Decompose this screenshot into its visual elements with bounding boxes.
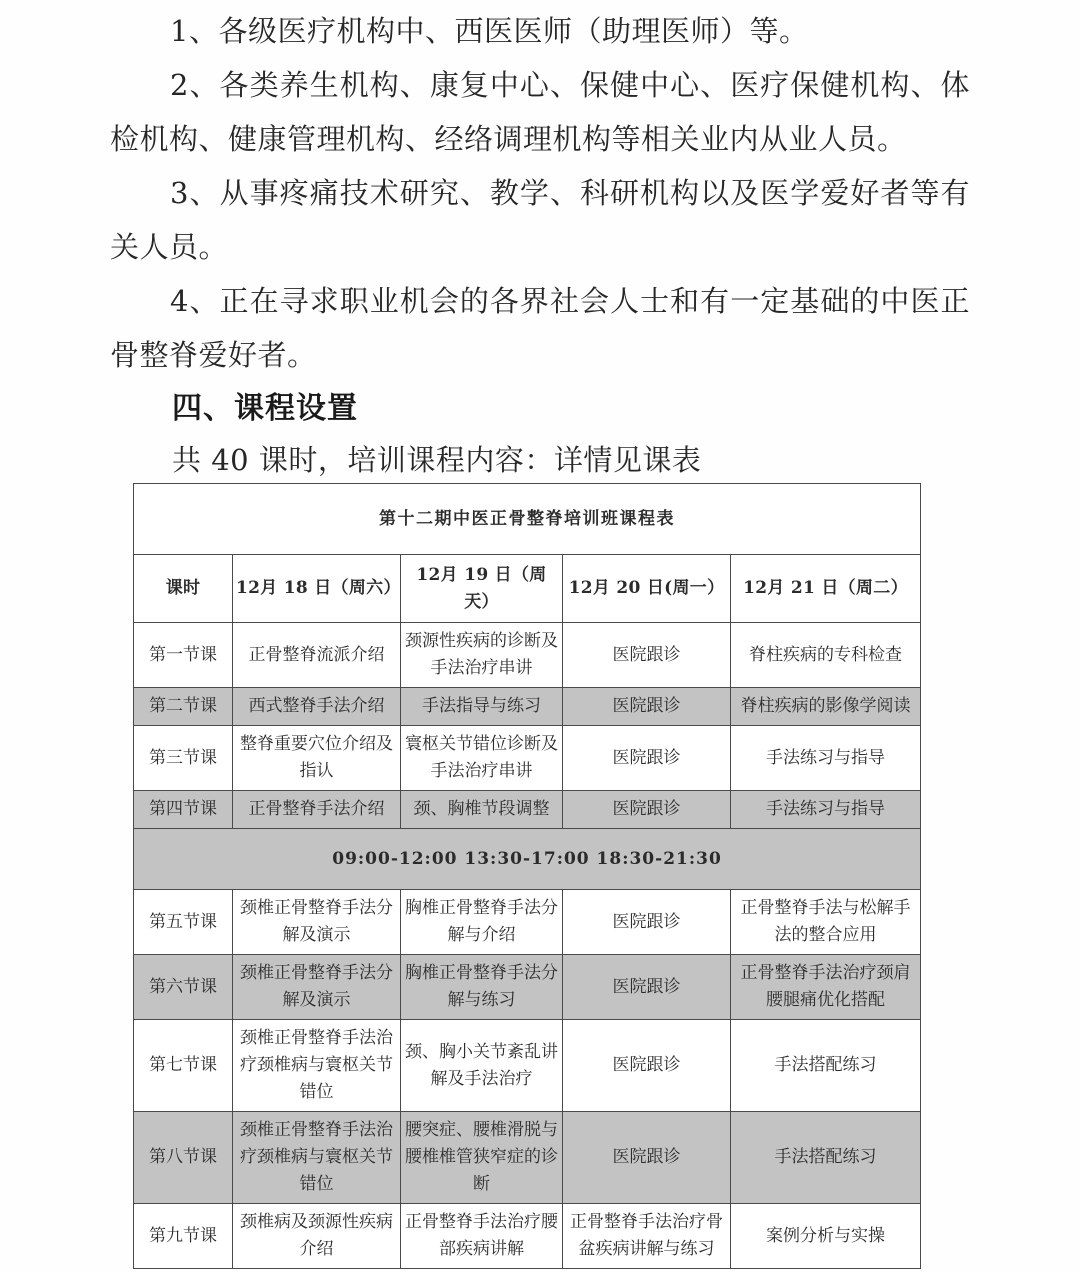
- row-day-3: 医院跟诊: [563, 1112, 731, 1204]
- row-day-4: 手法搭配练习: [731, 1020, 921, 1112]
- row-period: 第五节课: [134, 890, 233, 955]
- header-day-4: 12月 21 日（周二）: [731, 555, 921, 623]
- table-row: [134, 1204, 921, 1269]
- row-period: 第七节课: [134, 1020, 233, 1112]
- time-row: [134, 829, 921, 890]
- row-day-2: 颈、胸椎节段调整: [401, 791, 563, 829]
- row-day-1: 正骨整脊手法介绍: [233, 791, 401, 829]
- row-day-1: 正骨整脊流派介绍: [233, 623, 401, 688]
- row-day-3: 医院跟诊: [563, 623, 731, 688]
- row-day-4: 手法练习与指导: [731, 726, 921, 791]
- class-time-range: 09:00-12:00 13:30-17:00 18:30-21:30: [134, 829, 921, 890]
- row-day-1: 颈椎病及颈源性疾病介绍: [233, 1204, 401, 1269]
- row-period: 第八节课: [134, 1112, 233, 1204]
- table-row: [134, 791, 921, 829]
- table-row: [134, 1112, 921, 1204]
- row-day-3: 正骨整脊手法治疗骨盆疾病讲解与练习: [563, 1204, 731, 1269]
- row-day-4: 正骨整脊手法与松解手法的整合应用: [731, 890, 921, 955]
- row-period: 第一节课: [134, 623, 233, 688]
- row-day-4: 正骨整脊手法治疗颈肩腰腿痛优化搭配: [731, 955, 921, 1020]
- table-row: [134, 623, 921, 688]
- header-day-1: 12月 18 日（周六）: [233, 555, 401, 623]
- table-row: [134, 890, 921, 955]
- row-day-3: 医院跟诊: [563, 1020, 731, 1112]
- row-day-3: 医院跟诊: [563, 791, 731, 829]
- row-day-3: 医院跟诊: [563, 726, 731, 791]
- paragraph-1: 1、各级医疗机构中、西医医师（助理医师）等。: [170, 14, 809, 48]
- row-day-3: 医院跟诊: [563, 955, 731, 1020]
- row-day-2: 手法指导与练习: [401, 688, 563, 726]
- row-day-2: 正骨整脊手法治疗腰部疾病讲解: [401, 1204, 563, 1269]
- row-day-2: 胸椎正骨整脊手法分解与介绍: [401, 890, 563, 955]
- row-day-4: 脊柱疾病的影像学阅读: [731, 688, 921, 726]
- row-day-1: 颈椎正骨整脊手法分解及演示: [233, 890, 401, 955]
- paragraph-4: 4、正在寻求职业机会的各界社会人士和有一定基础的中医正骨整脊爱好者。: [110, 284, 970, 372]
- table-row: [134, 688, 921, 726]
- row-day-4: 案例分析与实操: [731, 1204, 921, 1269]
- table-row: [134, 1020, 921, 1112]
- row-day-4: 脊柱疾病的专科检查: [731, 623, 921, 688]
- row-period: 第二节课: [134, 688, 233, 726]
- header-period: 课时: [134, 555, 233, 623]
- row-day-2: 颈、胸小关节紊乱讲解及手法治疗: [401, 1020, 563, 1112]
- table-header-row: [134, 555, 921, 623]
- table-row: [134, 726, 921, 791]
- paragraph-2: 2、各类养生机构、康复中心、保健中心、医疗保健机构、体检机构、健康管理机构、经络调理机构等相关业内从业人员。: [110, 68, 970, 156]
- row-period: 第四节课: [134, 791, 233, 829]
- row-day-3: 医院跟诊: [563, 890, 731, 955]
- course-hours-line: 共 40 课时，培训课程内容：详情见课表: [172, 443, 702, 477]
- row-day-1: 颈椎正骨整脊手法治疗颈椎病与寰枢关节错位: [233, 1112, 401, 1204]
- row-day-1: 整脊重要穴位介绍及指认: [233, 726, 401, 791]
- body-text-block: [110, 4, 970, 382]
- row-day-2: 寰枢关节错位诊断及手法治疗串讲: [401, 726, 563, 791]
- paragraph-3: 3、从事疼痛技术研究、教学、科研机构以及医学爱好者等有关人员。: [110, 176, 970, 264]
- row-period: 第六节课: [134, 955, 233, 1020]
- row-day-2: 胸椎正骨整脊手法分解与练习: [401, 955, 563, 1020]
- row-day-1: 颈椎正骨整脊手法分解及演示: [233, 955, 401, 1020]
- schedule-table-container: [133, 483, 920, 1269]
- table-title: 第十二期中医正骨整脊培训班课程表: [134, 484, 921, 555]
- row-day-3: 医院跟诊: [563, 688, 731, 726]
- row-day-1: 西式整脊手法介绍: [233, 688, 401, 726]
- row-period: 第九节课: [134, 1204, 233, 1269]
- row-day-2: 颈源性疾病的诊断及手法治疗串讲: [401, 623, 563, 688]
- row-day-1: 颈椎正骨整脊手法治疗颈椎病与寰枢关节错位: [233, 1020, 401, 1112]
- header-day-2: 12月 19 日（周天）: [401, 555, 563, 623]
- section-heading: 四、课程设置: [172, 391, 358, 426]
- table-row: [134, 955, 921, 1020]
- row-day-4: 手法搭配练习: [731, 1112, 921, 1204]
- row-day-4: 手法练习与指导: [731, 791, 921, 829]
- header-day-3: 12月 20 日(周一）: [563, 555, 731, 623]
- row-day-2: 腰突症、腰椎滑脱与腰椎椎管狭窄症的诊断: [401, 1112, 563, 1204]
- row-period: 第三节课: [134, 726, 233, 791]
- table-title-row: [134, 484, 921, 555]
- schedule-table: [133, 483, 921, 1269]
